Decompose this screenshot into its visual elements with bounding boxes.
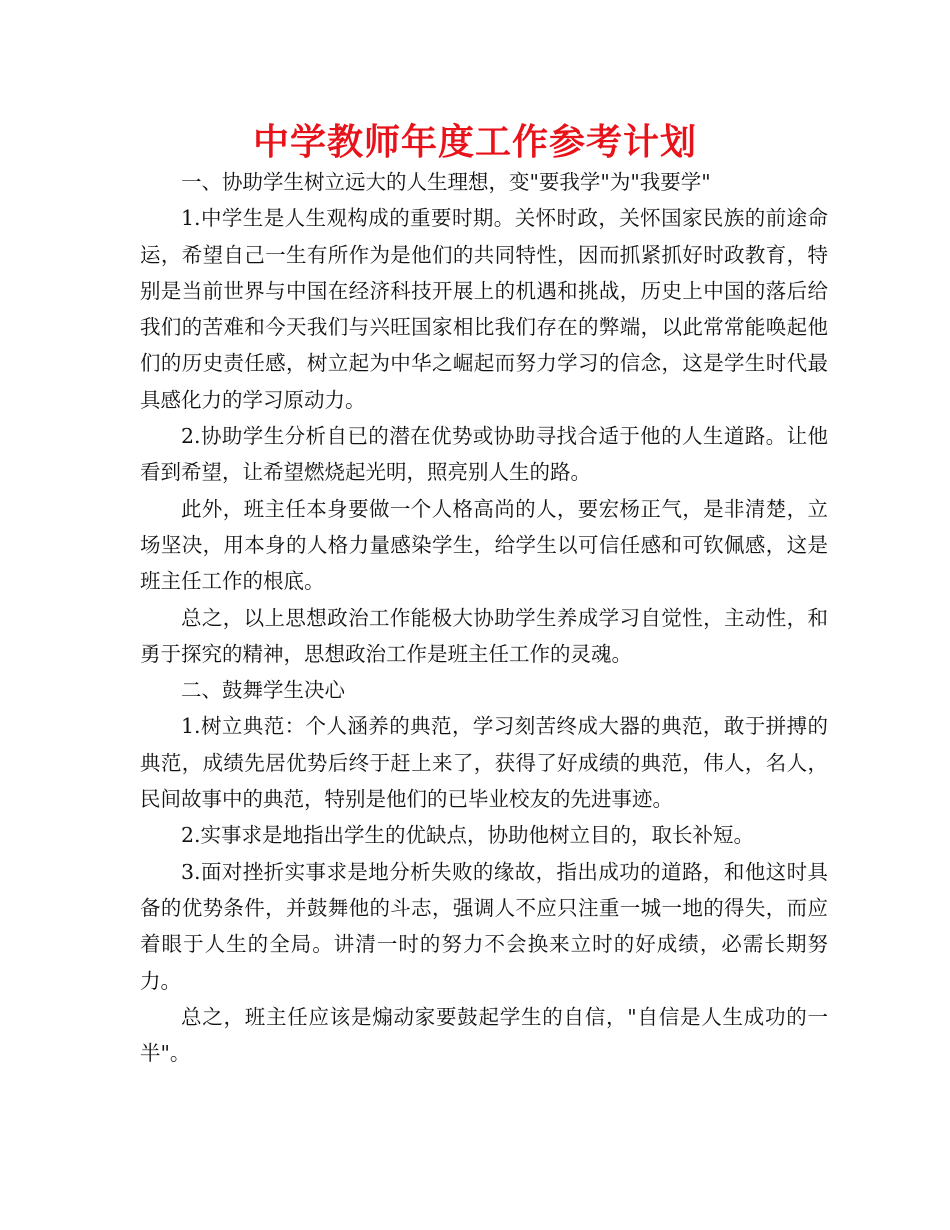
section-heading-2: 二、鼓舞学生决心: [181, 678, 345, 703]
paragraph: 2.协助学生分析自已的潜在优势或协助寻找合适于他的人生道路。让他看到希望，让希望燃烧起光明，照亮别人生的路。: [140, 424, 828, 485]
paragraph: 总之，班主任应该是煽动家要鼓起学生的自信，"自信是人生成功的一半"。: [140, 1004, 828, 1066]
section-heading-1: 一、协助学生树立远大的人生理想，变"要我学"为"我要学": [181, 170, 711, 194]
paragraph: 总之，以上思想政治工作能极大协助学生养成学习自觉性，主动性，和勇于探究的精神，思想政治工作是班主任工作的灵魂。: [140, 605, 828, 666]
document-body: [140, 164, 828, 1071]
paragraph: 此外，班主任本身要做一个人格高尚的人，要宏杨正气，是非清楚，立场坚决，用本身的人格力量感染学生，给学生以可信任感和可钦佩感，这是班主任工作的根底。: [140, 496, 828, 594]
document-title: 中学教师年度工作参考计划: [252, 121, 697, 163]
paragraph: 1.中学生是人生观构成的重要时期。关怀时政，关怀国家民族的前途命运，希望自己一生有所作为是他们的共同特性，因而抓紧抓好时政教育，特别是当前世界与中国在经济科技开展上的机遇和挑战，历史上中国的落后给我们的苦难和今天我们与兴旺国家相比我们存在的弊端，以此常常能唤起他们的历史责任感，树立起为中华之崛起而努力学习的信念，这是学生时代最具感化力的学习原动力。: [140, 206, 828, 412]
paragraph: 2.实事求是地指出学生的优缺点，协助他树立目的，取长补短。: [181, 823, 755, 848]
paragraph: 1.树立典范：个人涵养的典范，学习刻苦终成大器的典范，敢于拼搏的典范，成绩先居优势后终于赶上来了，获得了好成绩的典范，伟人，名人，民间故事中的典范，特别是他们的已毕业校友的先进事迹。: [140, 714, 828, 812]
paragraph: 3.面对挫折实事求是地分析失败的缘故，指出成功的道路，和他这时具备的优势条件，并鼓舞他的斗志，强调人不应只注重一城一地的得失，而应着眼于人生的全局。讲清一时的努力不会换来立时的好成绩，必需长期努力。: [140, 859, 828, 993]
